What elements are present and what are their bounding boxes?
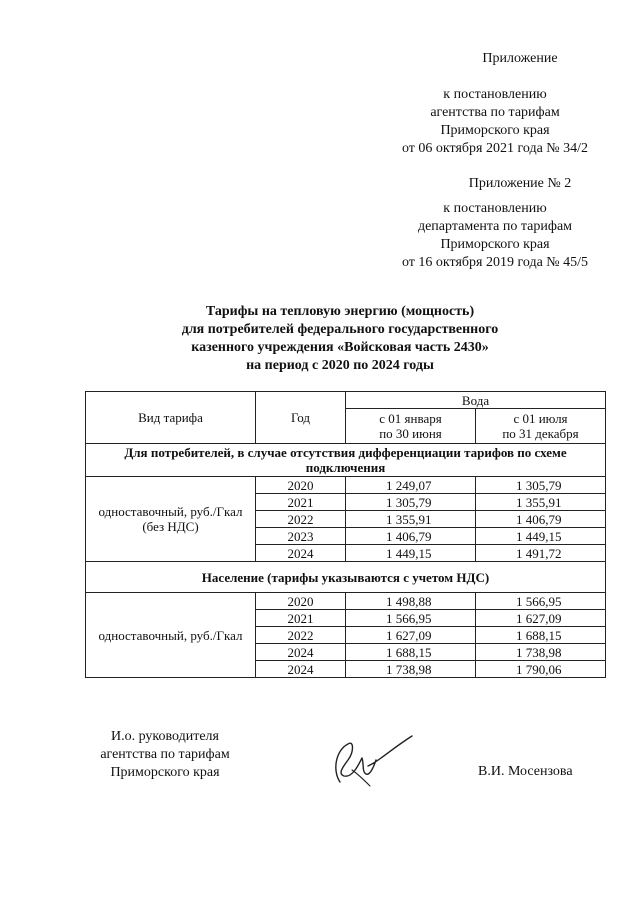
section-heading-row (86, 562, 606, 593)
section-heading: Для потребителей, в случае отсутствия дифференциации тарифов по схеме подключения (86, 444, 606, 477)
position-line: И.о. руководителя (110, 729, 219, 744)
tariff-h2-cell: 1 305,79 (476, 477, 606, 494)
tariff-type-cell (86, 593, 256, 678)
appendix-line: к постановлению (443, 87, 547, 102)
appendix-line: к постановлению (443, 201, 547, 216)
title-line: Тарифы на тепловую энергию (мощность) (205, 304, 475, 319)
year-cell: 2022 (256, 627, 346, 644)
tariff-h1-cell: 1 406,79 (346, 528, 476, 545)
year-cell: 2020 (256, 477, 346, 494)
tariff-h1-cell: 1 355,91 (346, 511, 476, 528)
handwritten-signature (318, 730, 418, 790)
tariff-h2-cell: 1 449,15 (476, 528, 606, 545)
tariff-line: одноставочный, руб./Гкал (98, 504, 243, 519)
appendix-line: Приморского края (440, 237, 550, 252)
year-cell: 2021 (256, 494, 346, 511)
header-period-1 (346, 409, 476, 444)
table-row (86, 593, 606, 610)
tariff-h2-cell: 1 790,06 (476, 661, 606, 678)
period-line: с 01 января (379, 411, 442, 426)
appendix-line: от 16 октября 2019 года № 45/5 (401, 255, 589, 270)
tariff-h1-cell: 1 449,15 (346, 545, 476, 562)
signatory-name: В.И. Мосензова (478, 764, 573, 779)
title-line: для потребителей федерального государственного (181, 322, 499, 337)
tariff-h1-cell: 1 627,09 (346, 627, 476, 644)
title-line: казенного учреждения «Войсковая часть 2430» (191, 340, 489, 355)
tariff-h2-cell: 1 406,79 (476, 511, 606, 528)
section-heading: Население (тарифы указываются с учетом НДС) (86, 562, 606, 593)
year-cell: 2024 (256, 661, 346, 678)
appendix-reference-2 (370, 200, 620, 272)
signatory-position (80, 728, 250, 782)
year-cell: 2021 (256, 610, 346, 627)
tariff-h2-cell: 1 738,98 (476, 644, 606, 661)
tariff-line: (без НДС) (142, 519, 199, 534)
document-title (60, 303, 620, 375)
table-row (86, 477, 606, 494)
year-cell: 2024 (256, 545, 346, 562)
period-line: по 31 декабря (502, 426, 579, 441)
tariff-h1-cell: 1 249,07 (346, 477, 476, 494)
appendix-line: департамента по тарифам (417, 219, 573, 234)
header-water: Вода (346, 392, 606, 409)
appendix-line: Приморского края (440, 123, 550, 138)
tariff-h1-cell: 1 498,88 (346, 593, 476, 610)
tariff-h1-cell: 1 738,98 (346, 661, 476, 678)
position-line: Приморского края (110, 765, 220, 780)
header-period-2 (476, 409, 606, 444)
tariff-h2-cell: 1 688,15 (476, 627, 606, 644)
appendix-2-title: Приложение № 2 (468, 176, 572, 191)
year-cell: 2023 (256, 528, 346, 545)
tariff-line: одноставочный, руб./Гкал (98, 627, 243, 643)
title-line: на период с 2020 по 2024 годы (246, 358, 434, 373)
appendix-line: агентства по тарифам (430, 105, 560, 120)
appendix-reference-1 (370, 86, 620, 158)
header-tariff-type: Вид тарифа (86, 392, 256, 444)
tariff-h2-cell: 1 355,91 (476, 494, 606, 511)
tariff-h2-cell: 1 566,95 (476, 593, 606, 610)
tariff-h2-cell: 1 491,72 (476, 545, 606, 562)
year-cell: 2020 (256, 593, 346, 610)
appendix-line: от 06 октября 2021 года № 34/2 (401, 141, 589, 156)
period-line: по 30 июня (379, 426, 442, 441)
tariff-h1-cell: 1 305,79 (346, 494, 476, 511)
tariff-type-cell (86, 477, 256, 562)
tariff-h2-cell: 1 627,09 (476, 610, 606, 627)
appendix-title: Приложение (482, 51, 558, 66)
position-line: агентства по тарифам (100, 747, 230, 762)
tariff-h1-cell: 1 566,95 (346, 610, 476, 627)
section-heading-row (86, 444, 606, 477)
year-cell: 2024 (256, 644, 346, 661)
table-header-row (86, 392, 606, 409)
period-line: с 01 июля (513, 411, 568, 426)
tariff-h1-cell: 1 688,15 (346, 644, 476, 661)
year-cell: 2022 (256, 511, 346, 528)
header-year: Год (256, 392, 346, 444)
tariff-table (85, 391, 606, 678)
